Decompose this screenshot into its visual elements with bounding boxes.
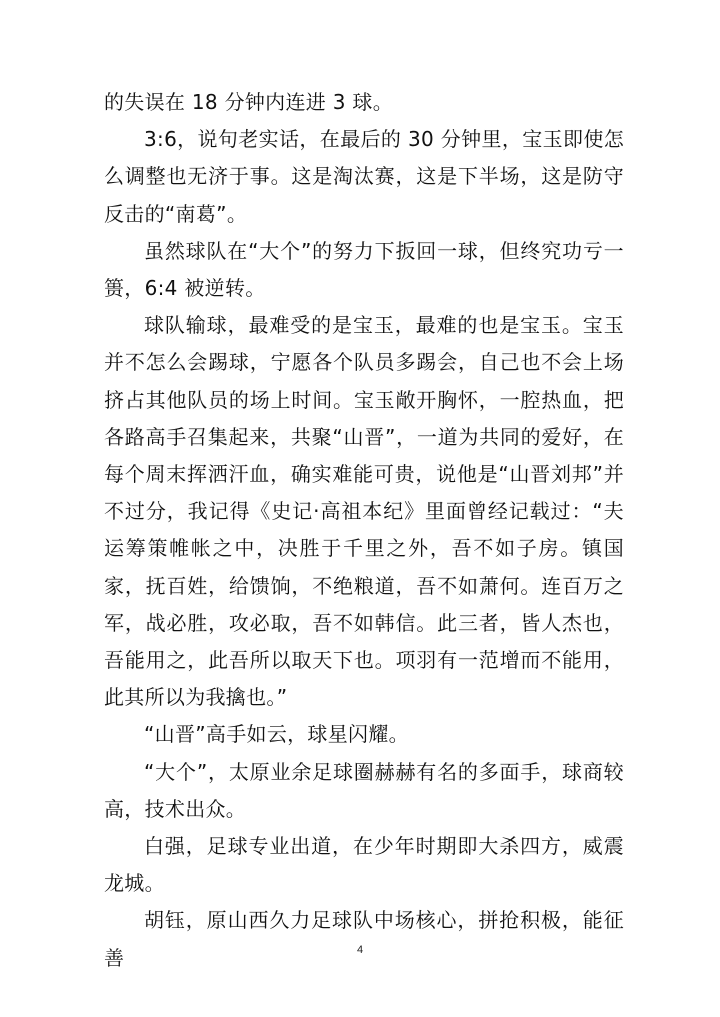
document-body: [104, 84, 624, 977]
paragraph-4: 球队输球，最难受的是宝玉，最难的也是宝玉。宝玉并不怎么会踢球，宁愿各个队员多踢会，自己也不会上场挤占其他队员的场上时间。宝玉敞开胸怀，一腔热血，把各路高手召集起来，共聚“山晋”，一道为共同的爱好，在每个周末挥洒汗血，确实难能可贵，说他是“山晋刘邦”并不过分，我记得《史记·高祖本纪》里面曾经记载过：“夫运筹策帷帐之中，决胜于千里之外，吾不如子房。镇国家，抚百姓，给馈饷，不绝粮道，吾不如萧何。连百万之军，战必胜，攻必取，吾不如韩信。此三者，皆人杰也，吾能用之，此吾所以取天下也。项羽有一范增而不能用，此其所以为我擒也。”: [104, 313, 624, 710]
paragraph-8: 胡钰，原山西久力足球队中场核心，拼抢积极，能征善: [104, 908, 624, 970]
paragraph-7: 白强，足球专业出道，在少年时期即大杀四方，威震龙城。: [104, 834, 624, 896]
page-number: 4: [356, 944, 364, 956]
paragraph-2: 3:6，说句老实话，在最后的 30 分钟里，宝玉即使怎么调整也无济于事。这是淘汰赛，这是下半场，这是防守反击的“南葛”。: [104, 127, 624, 226]
paragraph-3: 虽然球队在“大个”的努力下扳回一球，但终究功亏一篑，6:4 被逆转。: [104, 238, 624, 301]
paragraph-6: “大个”，太原业余足球圈赫赫有名的多面手，球商较高，技术出众。: [104, 759, 624, 821]
paragraph-5: “山晋”高手如云，球星闪耀。: [144, 722, 409, 747]
paragraph-1: 的失误在 18 分钟内连进 3 球。: [104, 90, 394, 114]
